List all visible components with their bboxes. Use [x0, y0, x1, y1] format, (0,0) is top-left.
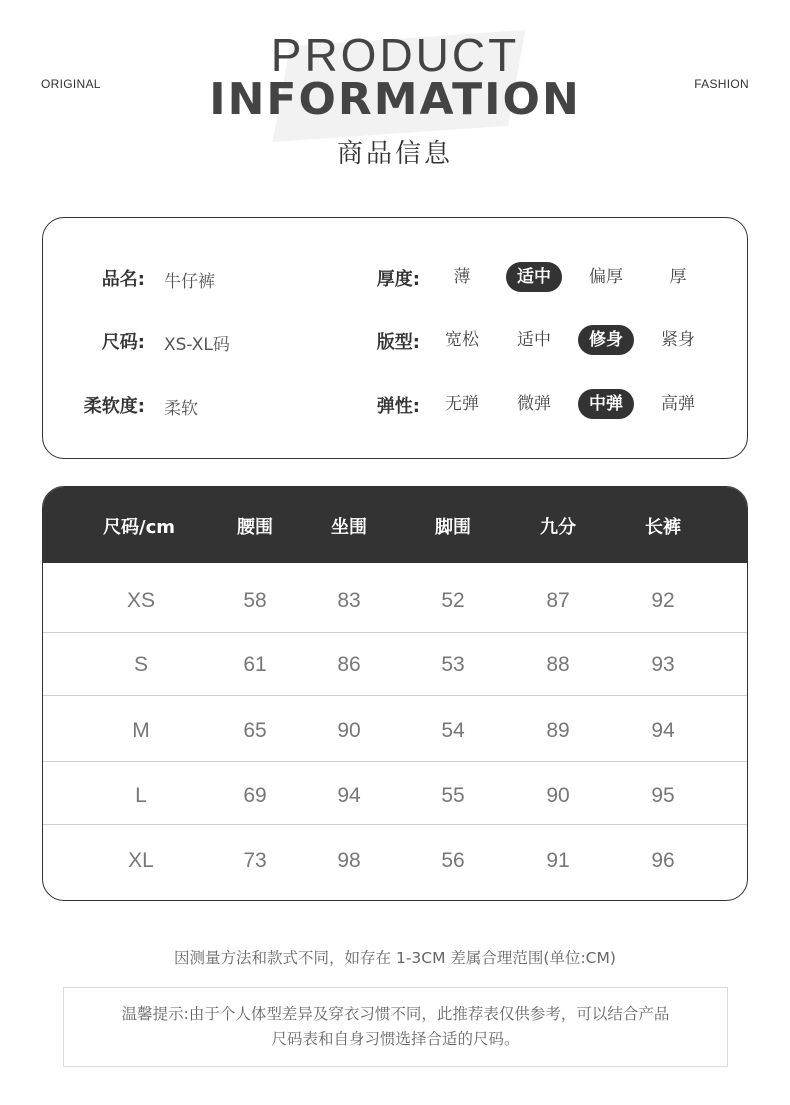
thickness-option: 厚 [669, 267, 687, 287]
table-header [43, 487, 747, 563]
title-product: PRODUCT [270, 29, 520, 81]
table-cell: XL [128, 849, 154, 872]
table-cell: XS [126, 589, 155, 612]
table-cell: 73 [243, 849, 267, 872]
table-cell: 91 [546, 849, 570, 872]
fit-option-selected: 修身 [578, 325, 634, 355]
table-cell: 92 [651, 589, 675, 612]
table-cell: 58 [243, 589, 267, 612]
table-cell: 95 [651, 784, 675, 807]
thickness-label: 厚度: [376, 269, 420, 290]
tip-line-2: 尺码表和自身习惯选择合适的尺码。 [271, 1030, 520, 1048]
table-cell: 93 [651, 653, 675, 676]
elasticity-option: 高弹 [661, 394, 695, 414]
elasticity-option: 微弹 [517, 394, 551, 414]
fit-option: 宽松 [445, 330, 479, 350]
table-cell: L [135, 784, 147, 807]
table-cell: 94 [337, 784, 361, 807]
table-cell: 96 [651, 849, 675, 872]
table-cell: 55 [441, 784, 465, 807]
table-cell: 83 [337, 589, 361, 612]
info-row-2 [43, 324, 747, 354]
header-size: 尺码/cm [103, 517, 175, 538]
name-label: 品名: [101, 269, 145, 290]
title-information: INFORMATION [209, 74, 581, 125]
elasticity-option: 无弹 [445, 394, 479, 414]
product-info-panel [42, 217, 748, 459]
fashion-tag: FASHION [694, 77, 749, 91]
header-hip: 坐围 [331, 517, 367, 538]
table-cell: 54 [441, 719, 465, 742]
fit-option: 紧身 [661, 330, 695, 350]
thickness-option: 薄 [453, 267, 471, 287]
table-cell: 88 [546, 653, 570, 676]
softness-label: 柔软度: [83, 396, 145, 417]
fit-option: 适中 [517, 330, 551, 350]
table-cell: 53 [441, 653, 465, 676]
elasticity-label: 弹性: [376, 396, 420, 417]
size-label: 尺码: [101, 332, 145, 353]
header-cropped-length: 九分 [540, 517, 576, 538]
name-value: 牛仔裤 [164, 272, 215, 292]
table-row [43, 696, 747, 762]
table-row [43, 633, 747, 696]
original-tag: ORIGINAL [41, 77, 101, 91]
table-cell: M [132, 719, 150, 742]
table-cell: 90 [546, 784, 570, 807]
table-cell: 87 [546, 589, 570, 612]
table-cell: S [133, 653, 148, 676]
table-cell: 90 [337, 719, 361, 742]
table-cell: 86 [337, 653, 361, 676]
table-row [43, 563, 747, 633]
table-row [43, 825, 747, 901]
measurement-note: 因测量方法和款式不同，如存在 1-3CM 差属合理范围(单位:CM) [174, 949, 616, 967]
tip-line-1: 温馨提示:由于个人体型差异及穿衣习惯不同，此推荐表仅供参考，可以结合产品 [121, 1005, 670, 1023]
table-cell: 89 [546, 719, 570, 742]
table-cell: 52 [441, 589, 465, 612]
table-cell: 61 [243, 653, 267, 676]
table-cell: 98 [337, 849, 361, 872]
header-leg-opening: 脚围 [435, 517, 471, 538]
softness-value: 柔软 [164, 399, 198, 419]
table-cell: 69 [243, 784, 267, 807]
header-full-length: 长裤 [645, 517, 681, 538]
fit-label: 版型: [376, 332, 420, 353]
tip-box [63, 987, 728, 1067]
thickness-option: 偏厚 [589, 267, 623, 287]
table-cell: 94 [651, 719, 675, 742]
table-cell: 65 [243, 719, 267, 742]
size-value: XS-XL码 [164, 335, 230, 355]
info-row-3 [43, 388, 747, 418]
thickness-option-selected: 适中 [506, 262, 562, 292]
table-row [43, 762, 747, 825]
info-row-1 [43, 261, 747, 291]
elasticity-option-selected: 中弹 [578, 389, 634, 419]
header-waist: 腰围 [237, 517, 273, 538]
title-cn: 商品信息 [336, 139, 453, 169]
size-chart-table [42, 486, 748, 901]
table-cell: 56 [441, 849, 465, 872]
